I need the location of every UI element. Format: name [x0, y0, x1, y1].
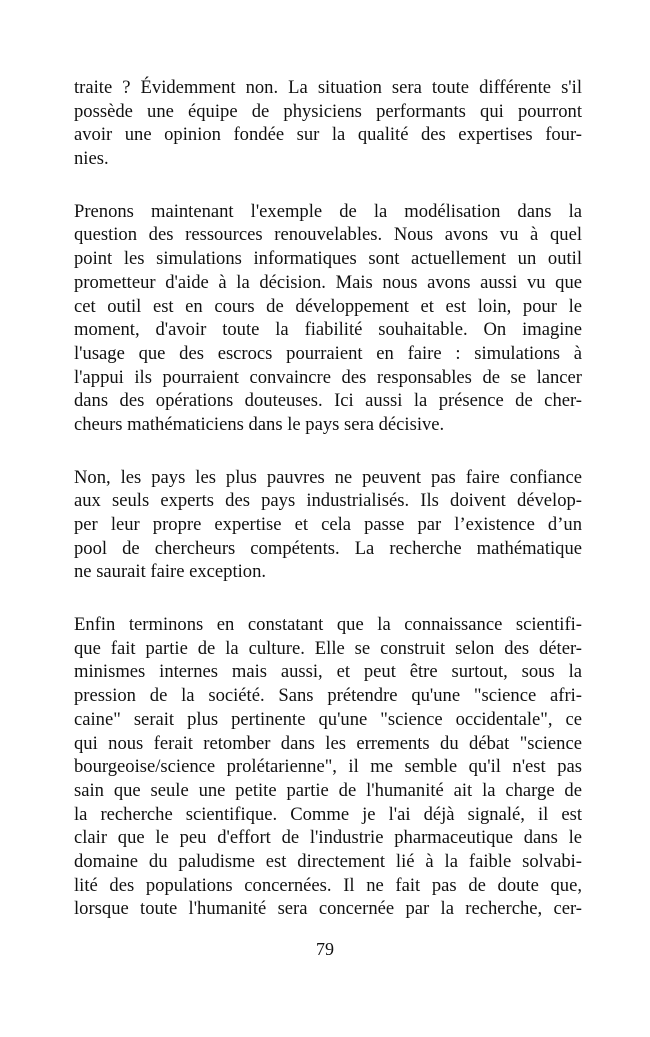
text-line: que fait partie de la culture. Elle se construit selon des déter-	[74, 637, 582, 659]
paragraph-1	[74, 76, 582, 171]
text-line: Prenons maintenant l'exemple de la modélisation dans la	[74, 200, 582, 222]
text-line: bourgeoise/science prolétarienne", il me semble qu'il n'est pas	[74, 756, 582, 778]
text-line: lorsque toute l'humanité sera concernée par la recherche, cer-	[74, 898, 582, 920]
text-line: point les simulations informatiques sont actuellement un outil	[74, 248, 582, 270]
text-line: l'appui ils pourraient convaincre des responsables de se lancer	[74, 366, 582, 388]
text-line: avoir une opinion fondée sur la qualité des expertises four-	[74, 124, 582, 146]
paragraph-3	[74, 466, 582, 584]
body-text	[74, 76, 582, 950]
text-line: prometteur d'aide à la décision. Mais nous avons aussi vu que	[74, 271, 582, 293]
text-line: dans des opérations douteuses. Ici aussi la présence de cher-	[74, 390, 582, 412]
text-line: question des ressources renouvelables. Nous avons vu à quel	[74, 224, 582, 246]
text-line: aux seuls experts des pays industrialisés. Ils doivent dévelop-	[74, 490, 582, 512]
paragraph-2	[74, 200, 582, 437]
page-number: 79	[316, 939, 334, 959]
text-line: moment, d'avoir toute la fiabilité souhaitable. On imagine	[74, 319, 582, 341]
text-line: pression de la société. Sans prétendre qu'une "science afri-	[74, 685, 582, 707]
text-line: clair que le peu d'effort de l'industrie pharmaceutique dans le	[74, 827, 582, 849]
paragraph-4	[74, 613, 582, 921]
text-line: possède une équipe de physiciens performants qui pourront	[74, 100, 582, 122]
text-line: lité des populations concernées. Il ne fait pas de doute que,	[74, 874, 582, 896]
text-line: sain que seule une petite partie de l'humanité ait la charge de	[74, 779, 582, 801]
text-line: qui nous ferait retomber dans les errements du débat "science	[74, 732, 582, 754]
text-line: la recherche scientifique. Comme je l'ai déjà signalé, il est	[74, 803, 582, 825]
text-line: caine" serait plus pertinente qu'une "science occidentale", ce	[74, 708, 582, 730]
text-line: minismes internes mais aussi, et peut être surtout, sous la	[74, 661, 582, 683]
text-line: l'usage que des escrocs pourraient en faire : simulations à	[74, 342, 582, 364]
text-line: per leur propre expertise et cela passe par l’existence d’un	[74, 514, 582, 535]
text-line: domaine du paludisme est directement lié à la faible solvabi-	[74, 850, 582, 872]
text-line: pool de chercheurs compétents. La recherche mathématique	[74, 537, 582, 559]
text-line: cet outil est en cours de développement et est loin, pour le	[74, 295, 582, 317]
text-line: ne saurait faire exception.	[74, 561, 267, 583]
text-line: traite ? Évidemment non. La situation sera toute différente s'il	[74, 77, 582, 98]
text-line: nies.	[74, 148, 109, 170]
text-line: Enfin terminons en constatant que la connaissance scientifi-	[74, 614, 582, 636]
text-line: cheurs mathématiciens dans le pays sera décisive.	[74, 413, 445, 435]
text-line: Non, les pays les plus pauvres ne peuvent pas faire confiance	[74, 466, 582, 488]
